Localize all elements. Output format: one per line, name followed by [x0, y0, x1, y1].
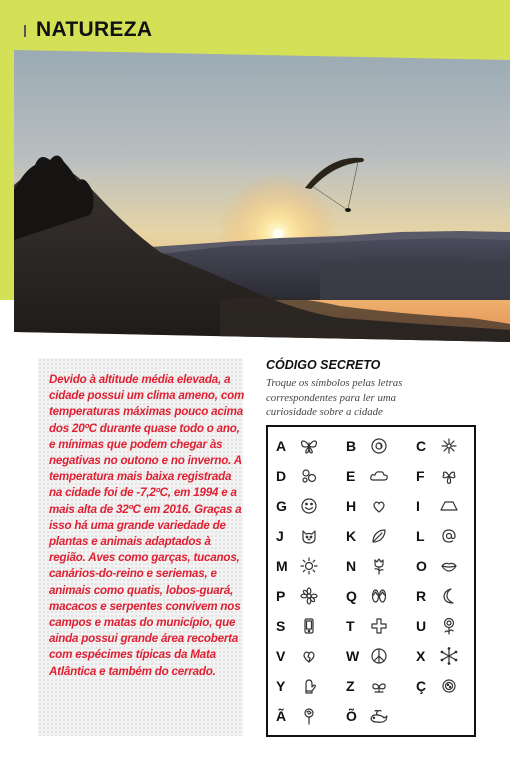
code-entry	[416, 555, 460, 577]
code-letter: B	[346, 438, 357, 454]
code-entry	[276, 495, 320, 517]
peace-icon	[368, 645, 390, 667]
cloud-icon	[368, 465, 390, 487]
code-letter: N	[346, 558, 357, 574]
bubbles-icon	[298, 465, 320, 487]
button-icon	[438, 675, 460, 697]
clover-icon	[438, 465, 460, 487]
cross-icon	[368, 615, 390, 637]
code-entry	[276, 465, 320, 487]
code-entry	[416, 525, 460, 547]
at-sign-icon	[438, 525, 460, 547]
code-entry	[276, 555, 320, 577]
secret-code-title: CÓDIGO SECRETO	[266, 358, 381, 372]
code-letter: K	[346, 528, 357, 544]
code-entry	[346, 525, 390, 547]
sun-icon	[298, 555, 320, 577]
flower-burst-icon	[438, 435, 460, 457]
code-letter: E	[346, 468, 356, 484]
code-letter: X	[416, 648, 426, 664]
code-letter: F	[416, 468, 425, 484]
code-letter: M	[276, 558, 288, 574]
daisy-icon	[298, 585, 320, 607]
code-letter: Õ	[346, 708, 357, 724]
code-letter: A	[276, 438, 287, 454]
code-entry	[346, 585, 390, 607]
moon-icon	[438, 585, 460, 607]
code-entry	[346, 645, 390, 667]
code-entry	[346, 705, 390, 727]
lollipop-icon	[298, 705, 320, 727]
rose-icon	[368, 435, 390, 457]
code-letter: W	[346, 648, 360, 664]
code-letter: H	[346, 498, 357, 514]
code-entry	[346, 615, 390, 637]
section-title: NATUREZA	[36, 18, 153, 41]
code-letter: D	[276, 468, 287, 484]
code-letter: S	[276, 618, 286, 634]
code-letter: J	[276, 528, 284, 544]
code-entry	[276, 615, 320, 637]
secret-code-instructions: Troque os símbolos pelas letras correspondentes para ler uma curiosidade sobre a cidade	[266, 377, 403, 418]
code-entry	[276, 435, 320, 457]
tulip-icon	[368, 555, 390, 577]
code-letter: Q	[346, 588, 357, 604]
code-entry	[276, 645, 320, 667]
sunset-paragliding-photo	[0, 0, 510, 350]
code-entry	[346, 435, 390, 457]
code-letter: Y	[276, 678, 286, 694]
code-letter: U	[416, 618, 427, 634]
mitten-icon	[298, 675, 320, 697]
code-entry	[416, 435, 460, 457]
fact-text: Devido à altitude média elevada, a cidade possui um clima ameno, com temperaturas máximas pouco acima dos 20ºC durante quase todo o ano, e mínimas que podem chegar às negativas no outono e no inverno. A temperatura mais baixa registrada na cidade foi de -7,2ºC, em 1994 e a mais alta de 32ºC em 2016. Graças a isso há uma grande variedade de plantas e animais adaptados à região. Aves como garças, tucanos, canários-do-reino e seriemas, e animais como quatis, lobos-guará, macacos e serpentes convivem nos campos e matas do município, que ainda possui grande área recoberta com espécimes típicas da Mata Atlântica e também do cerrado.	[49, 373, 245, 678]
code-entry	[346, 495, 390, 517]
code-letter: Ç	[416, 678, 427, 694]
leaf-icon	[368, 525, 390, 547]
code-letter: R	[416, 588, 427, 604]
code-entry	[416, 585, 460, 607]
code-entry	[416, 645, 460, 667]
code-letter: V	[276, 648, 286, 664]
code-entry	[346, 465, 390, 487]
smiley-icon	[298, 495, 320, 517]
broken-heart-icon	[298, 645, 320, 667]
code-entry	[416, 675, 460, 697]
flip-flops-icon	[368, 585, 390, 607]
code-entry	[346, 555, 390, 577]
code-entry	[276, 525, 320, 547]
code-entry	[276, 705, 320, 727]
phone-icon	[298, 615, 320, 637]
code-letter: P	[276, 588, 286, 604]
code-letter: L	[416, 528, 425, 544]
code-letter: I	[416, 498, 420, 514]
code-letter: O	[416, 558, 427, 574]
code-letter: G	[276, 498, 287, 514]
code-entry	[416, 465, 460, 487]
code-entry	[276, 675, 320, 697]
snowflake-icon	[438, 645, 460, 667]
whale-icon	[368, 705, 390, 727]
cat-face-icon	[298, 525, 320, 547]
secret-code-grid	[266, 425, 476, 737]
code-letter: T	[346, 618, 355, 634]
heart-icon	[368, 495, 390, 517]
sunflower-icon	[438, 615, 460, 637]
trapezoid-icon	[438, 495, 460, 517]
butterfly-icon	[298, 435, 320, 457]
sprout-icon	[368, 675, 390, 697]
code-entry	[346, 675, 390, 697]
lips-icon	[438, 555, 460, 577]
code-entry	[416, 495, 460, 517]
code-letter: C	[416, 438, 427, 454]
code-letter: Z	[346, 678, 355, 694]
code-entry	[276, 585, 320, 607]
code-letter: Ã	[276, 708, 287, 724]
code-entry	[416, 615, 460, 637]
